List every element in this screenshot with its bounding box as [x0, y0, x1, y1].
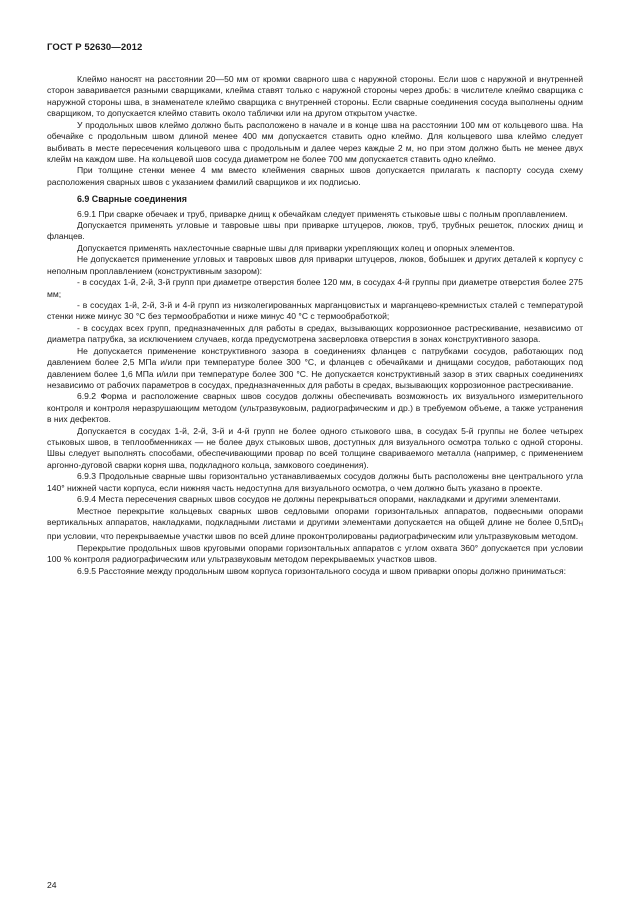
- paragraph-6-9-1: 6.9.1 При сварке обечаек и труб, приварке днищ к обечайкам следует применять стыковые швы с полным проплавлением.: [77, 208, 568, 219]
- paragraph-stamp-thin-wall: При толщине стенки менее 4 мм вместо клеймения сварных швов допускается прилагать к паспорту сосуда схему расположения сварных швов с указанием фамилий сварщиков и их подписью.: [47, 165, 583, 187]
- paragraph-one-side-welds: Допускается в сосудах 1-й, 2-й, 3-й и 4-й групп не более одного стыкового шва, в сосудах 5-й группы не более четырех стыковых швов, в теплообменниках — не более двух стыковых швов, доступных для визуального осмотра только с одной стороны. Швы следует выполнять способами, обеспечивающими провар по всей толщине свариваемого металла (например, с применением аргонно-дуговой сварки корня шва, подкладного кольца, замкового соединения).: [47, 425, 583, 470]
- paragraph-lap-welds: Допускается применять нахлесточные сварные швы для приварки укрепляющих колец и опорных элементов.: [77, 242, 515, 253]
- formula-subscript: H: [578, 522, 583, 529]
- paragraph-local-overlap: [47, 506, 583, 543]
- local-overlap-text: Местное перекрытие кольцевых сварных швов седловыми опорами горизонтальных аппаратов, подвесными опорами вертикальных аппаратов, накладками, подкладными листами и другими элементами допускается на общей длине не более 0,5: [47, 505, 583, 528]
- local-overlap-tail: при условии, что перекрываемые участки швов по всей длине проконтролированы радиографическим или ультразвуковым методом.: [47, 531, 579, 542]
- paragraph-circular-supports: Перекрытие продольных швов круговыми опорами горизонтальных аппаратов с углом охвата 360° допускается при условии 100 % контроля радиографическим или ультразвуковым методом перекрываемых участков швов.: [47, 542, 583, 565]
- paragraph-6-9-5: 6.9.5 Расстояние между продольным швом корпуса горизонтального сосуда и швом приварки опоры должно приниматься:: [77, 565, 566, 576]
- paragraph-6-9-3: 6.9.3 Продольные сварные швы горизонтально устанавливаемых сосудов должны быть расположены вне центрального угла 140° нижней части корпуса, если нижняя часть недоступна для визуального осмотра, о чем должно быть указано в проекте.: [47, 471, 583, 493]
- document-code-header: ГОСТ Р 52630—2012: [47, 42, 143, 53]
- paragraph-6-9-4: 6.9.4 Места пересечения сварных швов сосудов не должны перекрываться опорами, накладками и другими элементами.: [77, 494, 561, 505]
- document-body: [47, 74, 583, 577]
- formula-symbol: πD: [566, 517, 579, 528]
- section-heading: 6.9 Сварные соединения: [77, 194, 187, 205]
- paragraph-stamp-location: Клеймо наносят на расстоянии 20—50 мм от кромки сварного шва с наружной стороны. Если шов с наружной и внутренней сторон заваривается разными сварщиками, клейма ставят только с наружной стороны через дробь: в числителе клеймо сварщика с наружной стороны шва, в знаменателе клеймо сварщика с внутренней стороны. Если сварные соединения сосуда выполнены одним сварщиком, то допускается клеймо ставить около таблички или на другом открытом участке.: [47, 74, 583, 119]
- list-item-low-alloy-steels: - в сосудах 1-й, 2-й, 3-й и 4-й групп из низколегированных марганцовистых и марганцево-кремнистых сталей с температурой стенки ниже минус 30 °С без термообработки и ниже минус 40 °С с термообработкой;: [47, 300, 583, 322]
- page-number: 24: [47, 880, 57, 890]
- paragraph-6-9-2: 6.9.2 Форма и расположение сварных швов сосудов должны обеспечивать возможность их визуального измерительного контроля и контроля неразрушающим методом (ультразвуковым, радиографическим и др.) в требуемом объеме, а также устранения в них дефектов.: [47, 391, 583, 425]
- paragraph-incomplete-penetration: Не допускается применение угловых и тавровых швов для приварки штуцеров, люков, бобышек и других деталей к корпусу с неполным проплавлением (конструктивным зазором):: [47, 254, 583, 276]
- paragraph-fillet-welds: Допускается применять угловые и тавровые швы при приварке штуцеров, люков, труб, трубных решеток, плоских днищ и фланцев.: [47, 220, 583, 242]
- paragraph-flange-gap: Не допускается применение конструктивного зазора в соединениях фланцев с патрубками сосудов, работающих под давлением более 2,5 МПа и/или при температуре более 300 °С, и фланцев с обечайками и днищами сосудов, работающих под давлением более 1,6 МПа и/или при температуре более 300 °С. Не допускается конструктивный зазор в этих сварных соединениях независимо от рабочих параметров в сосудах, предназначенных для работы в средах, вызывающих коррозионное растрескивание.: [47, 345, 583, 390]
- paragraph-stamp-longitudinal: У продольных швов клеймо должно быть расположено в начале и в конце шва на расстоянии 100 мм от кольцевого шва. На обечайке с продольным швом длиной менее 400 мм допускается ставить одно клеймо. Для кольцевого шва клеймо следует выбивать в месте пересечения кольцевого шва с продольным и далее через каждые 2 м, но при этом должно быть не менее двух клейм на каждом шве. На кольцевой шов сосуда диаметром не более 700 мм допускается ставить одно клеймо.: [47, 119, 583, 164]
- list-item-groups-diameter: - в сосудах 1-й, 2-й, 3-й групп при диаметре отверстия более 120 мм, в сосудах 4-й группы при диаметре отверстия более 275 мм;: [47, 277, 583, 299]
- list-item-corrosive-media: - в сосудах всех групп, предназначенных для работы в средах, вызывающих коррозионное растрескивание, независимо от диаметра патрубка, за исключением случаев, когда предусмотрена засверловка отверстия в зонах конструктивного зазора.: [47, 322, 583, 345]
